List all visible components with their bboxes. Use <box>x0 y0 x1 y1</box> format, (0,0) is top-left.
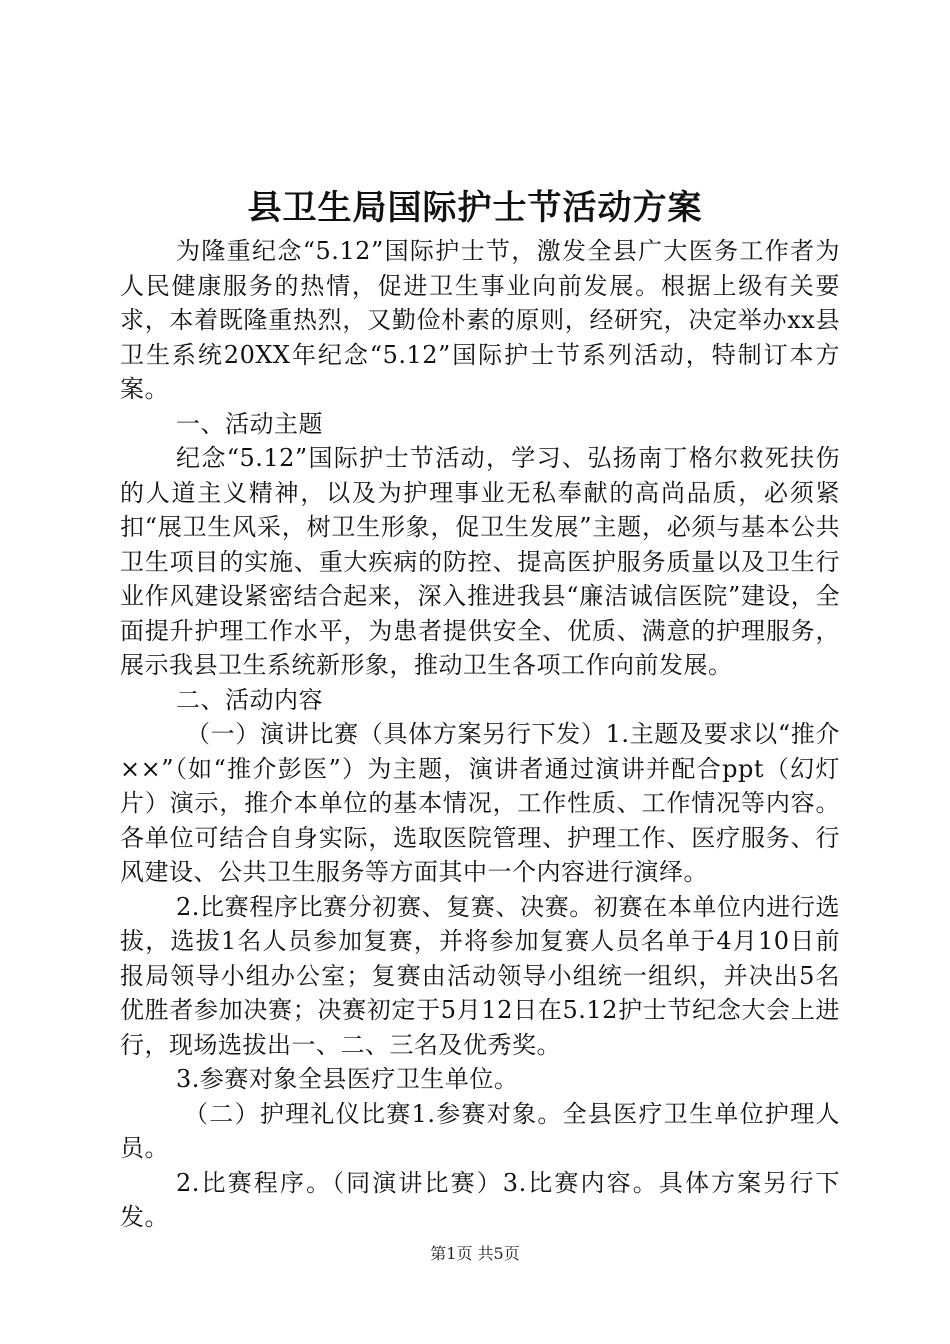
document-body <box>120 234 840 1235</box>
intro-paragraph: 为隆重纪念“5.12”国际护士节，激发全县广大医务工作者为人民健康服务的热情，促进卫生事业向前发展。根据上级有关要求，本着既隆重热烈，又勤俭朴素的原则，经研究，决定举办xx县卫生系统20XX年纪念“5.12”国际护士节系列活动，特制订本方案。 <box>120 237 840 403</box>
etiquette-contest-paragraph: （二）护理礼仪比赛1.参赛对象。全县医疗卫生单位护理人员。 <box>120 1099 840 1162</box>
document-title: 县卫生局国际护士节活动方案 <box>247 188 703 228</box>
section-heading-theme: 一、活动主题 <box>176 409 323 438</box>
participants-paragraph: 3.参赛对象全县医疗卫生单位。 <box>176 1065 519 1093</box>
theme-paragraph: 纪念“5.12”国际护士节活动，学习、弘扬南丁格尔救死扶伤的人道主义精神，以及为护理事业无私奉献的高尚品质，必须紧扣“展卫生风采，树卫生形象，促卫生发展”主题，必须与基本公共卫生项目的实施、重大疾病的防控、提高医护服务质量以及卫生行业作风建设紧密结合起来，深入推进我县“廉洁诚信医院”建设，全面提升护理工作水平，为患者提供安全、优质、满意的护理服务，展示我县卫生系统新形象，推动卫生各项工作向前发展。 <box>120 444 840 679</box>
etiquette-procedure-paragraph: 2.比赛程序。（同演讲比赛）3.比赛内容。具体方案另行下发。 <box>120 1168 840 1231</box>
section-heading-content: 二、活动内容 <box>176 685 323 714</box>
speech-contest-paragraph: （一）演讲比赛（具体方案另行下发）1.主题及要求以“推介××”（如“推介彭医”）为主题，演讲者通过演讲并配合ppt（幻灯片）演示，推介本单位的基本情况，工作性质、工作情况等内容。各单位可结合自身实际，选取医院管理、护理工作、医疗服务、行风建设、公共卫生服务等方面其中一个内容进行演绎。 <box>120 720 840 886</box>
contest-procedure-paragraph: 2.比赛程序比赛分初赛、复赛、决赛。初赛在本单位内进行选拔，选拔1名人员参加复赛，并将参加复赛人员名单于4月10日前报局领导小组办公室；复赛由活动领导小组统一组织，并决出5名优胜者参加决赛；决赛初定于5月12日在5.12护士节纪念大会上进行，现场选拔出一、二、三名及优秀奖。 <box>120 892 840 1059</box>
page-number-footer: 第1页 共5页 <box>430 1244 520 1263</box>
